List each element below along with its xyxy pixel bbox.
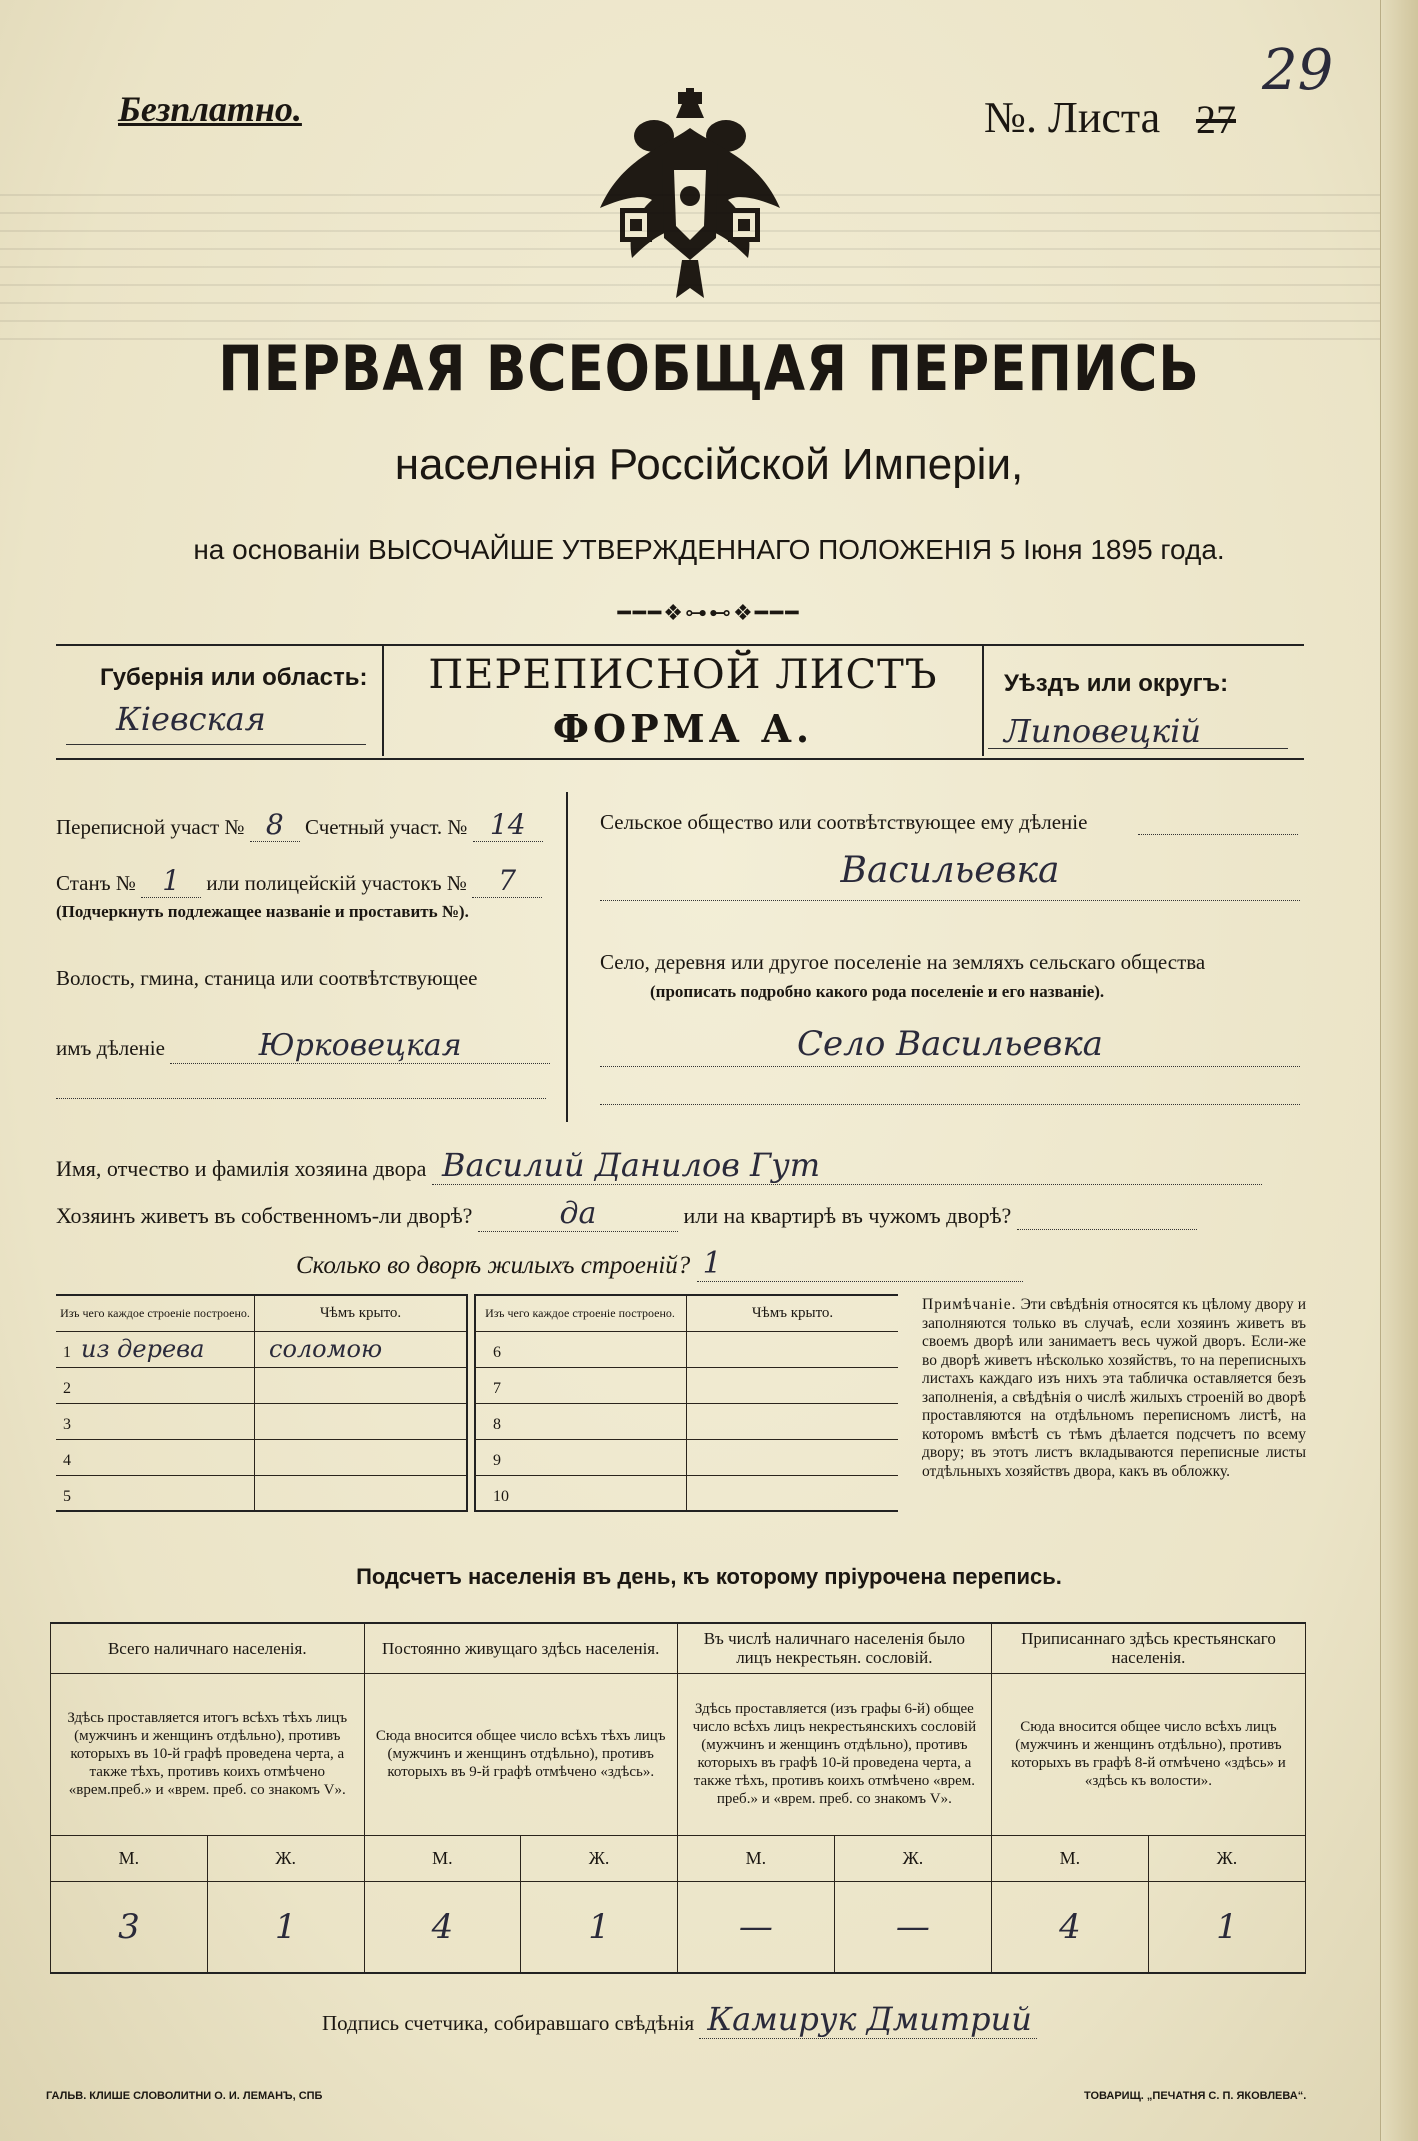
building-row — [56, 1439, 466, 1475]
male-count: 4 — [364, 1881, 521, 1973]
building-roof-value — [255, 1367, 467, 1403]
volost-value: Юрковецкая — [170, 1028, 550, 1064]
count-column-title: Всего наличнаго населенія. — [51, 1623, 365, 1673]
building-material-cell — [56, 1439, 255, 1475]
col-material-header-right: Изъ чего каждое строеніе построено. — [474, 1295, 687, 1331]
form-subtitle: ФОРМА А. — [552, 706, 814, 751]
col-roof-header: Чѣмъ крыто. — [255, 1295, 467, 1331]
building-row — [474, 1475, 898, 1511]
fields-divider — [566, 792, 568, 1122]
building-roof-value — [687, 1331, 899, 1367]
schetny-value: 14 — [473, 808, 543, 842]
count-column-description: Здѣсь проставляется итогъ всѣхъ тѣхъ лицъ (мужчинъ и женщинъ отдѣльно), противъ которыхъ въ 10-й графѣ проведена черта, а также тѣхъ, противъ коихъ отмѣчено «врем.преб.» и «врем. преб. со знакомъ V». — [51, 1673, 365, 1835]
free-label: Безплатно. — [118, 89, 302, 129]
stan-label: Станъ № — [56, 871, 136, 895]
population-count-table — [50, 1622, 1306, 1974]
village-value: Село Васильевка — [797, 1024, 1103, 1064]
sheet-number-handwritten: 29 — [1262, 38, 1334, 103]
building-number: 2 — [63, 1380, 71, 1397]
female-header: Ж. — [834, 1835, 991, 1881]
building-roof-value — [687, 1475, 899, 1511]
gubernia-line — [66, 744, 366, 745]
owner-name-value: Василий Данилов Гут — [432, 1146, 1262, 1185]
male-header: М. — [991, 1835, 1148, 1881]
female-count: 1 — [207, 1881, 364, 1973]
signature-row — [322, 2000, 1037, 2039]
uchastok-value: 8 — [250, 808, 300, 842]
society-label: Сельское общество или соотвѣтствующее ему дѣленіе — [600, 810, 1088, 834]
male-count: 4 — [991, 1881, 1148, 1973]
count-column-description: Сюда вносится общее число всѣхъ тѣхъ лицъ (мужчинъ и женщинъ отдѣльно), противъ которыхъ въ 9-й графѣ отмѣчено «здѣсь». — [364, 1673, 677, 1835]
female-count: — — [834, 1881, 991, 1973]
building-material-cell — [474, 1367, 687, 1403]
building-material-cell — [56, 1331, 255, 1367]
building-roof-value — [687, 1439, 899, 1475]
building-roof-value: соломою — [255, 1331, 467, 1367]
count-column-description: Здѣсь проставляется (изъ графы 6-й) общее число всѣхъ лицъ некрестьянскихъ сословій (мужчинъ и женщинъ отдѣльно), противъ которыхъ въ графѣ 10-й проведена черта, а также тѣхъ, противъ коихъ отмѣчено «врем. преб.» и «врем. преб. со знакомъ V». — [677, 1673, 991, 1835]
count-column-title: Приписаннаго здѣсь крестьянскаго населенія. — [991, 1623, 1305, 1673]
rent-value — [1017, 1203, 1197, 1230]
bleed-through-texture — [0, 180, 1418, 340]
col-material-header: Изъ чего каждое строеніе построено. — [56, 1295, 255, 1331]
female-count: 1 — [1148, 1881, 1305, 1973]
owner-name-label: Имя, отчество и фамилія хозяина двора — [56, 1156, 427, 1181]
building-row — [474, 1331, 898, 1367]
uezd-value: Липовецкій — [1004, 712, 1202, 750]
building-material-cell — [474, 1403, 687, 1439]
building-number: 5 — [63, 1487, 71, 1505]
count-column-description: Сюда вносится общее число всѣхъ лицъ (мужчинъ и женщинъ отдѣльно), противъ которыхъ въ графѣ 8-й отмѣчено «здѣсь» и «здѣсь къ волости». — [991, 1673, 1305, 1835]
building-number: 4 — [63, 1452, 71, 1469]
uchastok-label: Переписной участ № — [56, 815, 245, 839]
female-count: 1 — [521, 1881, 678, 1973]
sheet-number-label: №. Листа — [984, 93, 1161, 142]
volost-label-2: имъ дѣленіе — [56, 1036, 165, 1060]
society-line-2 — [600, 900, 1300, 901]
buildings-value: 1 — [697, 1246, 1023, 1282]
building-roof-value — [255, 1403, 467, 1439]
stan-value: 1 — [141, 864, 201, 898]
male-header: М. — [677, 1835, 834, 1881]
building-row — [56, 1331, 466, 1367]
census-title: ПЕРВАЯ ВСЕОБЩАЯ ПЕРЕПИСЬ — [218, 332, 1200, 405]
rent-label: или на квартирѣ въ чужомъ дворѣ? — [683, 1203, 1012, 1228]
buildings-table-left — [56, 1294, 466, 1512]
building-material-cell — [474, 1439, 687, 1475]
volost-row — [56, 1028, 550, 1064]
building-roof-value — [687, 1403, 899, 1439]
building-row — [474, 1367, 898, 1403]
signature-value: Камирук Дмитрий — [699, 2000, 1037, 2039]
volost-extra-line — [56, 1098, 546, 1099]
building-material-cell — [474, 1475, 687, 1511]
building-roof-value — [255, 1439, 467, 1475]
footer-left: ГАЛЬВ. КЛИШЕ СЛОВОЛИТНИ О. И. ЛЕМАНЪ, СПБ — [46, 2090, 323, 2102]
village-label: Село, деревня или другое поселеніе на земляхъ сельскаго общества — [600, 950, 1206, 974]
note-label: Примѣчаніе. — [922, 1296, 1017, 1313]
society-value: Васильевка — [840, 850, 1060, 891]
signature-label: Подпись счетчика, собиравшаго свѣдѣнія — [322, 2011, 695, 2035]
building-number: 9 — [493, 1452, 501, 1469]
gubernia-value: Кіевская — [116, 700, 266, 738]
census-subtitle: населенія Россійской Имперіи, — [394, 440, 1024, 489]
census-basis: на основаніи ВЫСОЧАЙШЕ УТВЕРЖДЕННАГО ПОЛОЖЕНІЯ 5 Іюня 1895 года. — [193, 534, 1225, 565]
male-header: М. — [364, 1835, 521, 1881]
building-number: 1 — [63, 1344, 71, 1361]
police-value: 7 — [472, 864, 542, 898]
buildings-row — [296, 1246, 1023, 1282]
building-number: 3 — [63, 1416, 71, 1433]
buildings-table-right — [474, 1294, 898, 1512]
col-roof-header-right: Чѣмъ крыто. — [687, 1295, 899, 1331]
building-row — [56, 1367, 466, 1403]
stan-note: (Подчеркнуть подлежащее названіе и проставить №). — [56, 902, 469, 921]
building-row — [56, 1403, 466, 1439]
village-line-1 — [600, 1066, 1300, 1067]
form-title: ПЕРЕПИСНОЙ ЛИСТЪ — [428, 652, 938, 698]
building-material-cell — [56, 1475, 255, 1511]
gubernia-label: Губернія или область: — [100, 664, 368, 691]
owner-row — [56, 1146, 1262, 1185]
building-material-cell — [474, 1331, 687, 1367]
stan-row — [56, 864, 542, 898]
village-line-2 — [600, 1104, 1300, 1105]
schetny-label: Счетный участ. № — [305, 815, 468, 839]
volost-label: Волость, гмина, станица или соотвѣтствующее — [56, 966, 478, 990]
female-header: Ж. — [1148, 1835, 1305, 1881]
paper-edge — [1380, 0, 1418, 2141]
sheet-number-crossed: 27 — [1196, 97, 1236, 142]
buildings-note — [922, 1296, 1306, 1481]
building-roof-value — [687, 1367, 899, 1403]
male-count: 3 — [51, 1881, 208, 1973]
male-header: М. — [51, 1835, 208, 1881]
building-number: 10 — [493, 1487, 509, 1505]
building-number: 7 — [493, 1380, 501, 1397]
building-row — [56, 1475, 466, 1511]
footer-right: ТОВАРИЩ. „ПЕЧАТНЯ С. П. ЯКОВЛЕВА“. — [1084, 2090, 1307, 2102]
own-yard-row — [56, 1196, 1197, 1232]
female-header: Ж. — [521, 1835, 678, 1881]
uezd-line — [988, 748, 1288, 749]
uchastok-row — [56, 808, 543, 842]
society-line-1 — [1138, 834, 1298, 835]
building-roof-value — [255, 1475, 467, 1511]
building-row — [474, 1439, 898, 1475]
female-header: Ж. — [207, 1835, 364, 1881]
own-yard-label: Хозяинъ живетъ въ собственномъ-ли дворѣ? — [56, 1203, 473, 1228]
note-text: Эти свѣдѣнія относятся къ цѣлому двору и заполняются только въ случаѣ, если хозяинъ живетъ въ своемъ дворѣ или занимаетъ весь чужой дворъ. Если-же во дворѣ живетъ нѣсколько хозяйствъ, то на переписныхъ листахъ каждаго изъ нихъ эта табличка оставляется безъ заполненія, а свѣдѣнія о числѣ жилыхъ строеній во дворѣ проставляются на отдѣльномъ переписномъ листѣ, на которомъ вмѣстѣ съ тѣмъ дѣлается подсчетъ по всему двору; въ этотъ листъ вкладываются переписные листы отдѣльныхъ хозяйствъ двора, какъ въ обложку. — [922, 1296, 1307, 1480]
building-number: 8 — [493, 1416, 501, 1433]
building-material-cell — [56, 1367, 255, 1403]
village-note: (прописать подробно какого рода поселеніе и его названіе). — [650, 982, 1105, 1001]
count-heading: Подсчетъ населенія въ день, къ которому пріурочена перепись. — [356, 1564, 1062, 1589]
building-number: 6 — [493, 1344, 501, 1361]
building-material-cell — [56, 1403, 255, 1439]
building-row — [474, 1403, 898, 1439]
police-label: или полицейскій участокъ № — [206, 871, 467, 895]
building-material-value: из дерева — [81, 1335, 205, 1363]
buildings-label: Сколько во дворѣ жилыхъ строеній? — [296, 1252, 691, 1279]
male-count: — — [677, 1881, 834, 1973]
ornament-divider: ━━━❖⊶⊷❖━━━ — [617, 600, 801, 625]
own-yard-value: да — [478, 1196, 678, 1232]
form-box-divider-right — [982, 644, 984, 756]
uezd-label: Уѣздъ или округъ: — [1004, 670, 1229, 697]
count-column-title: Постоянно живущаго здѣсь населенія. — [364, 1623, 677, 1673]
count-column-title: Въ числѣ наличнаго населенія было лицъ некрестьян. сословій. — [677, 1623, 991, 1673]
